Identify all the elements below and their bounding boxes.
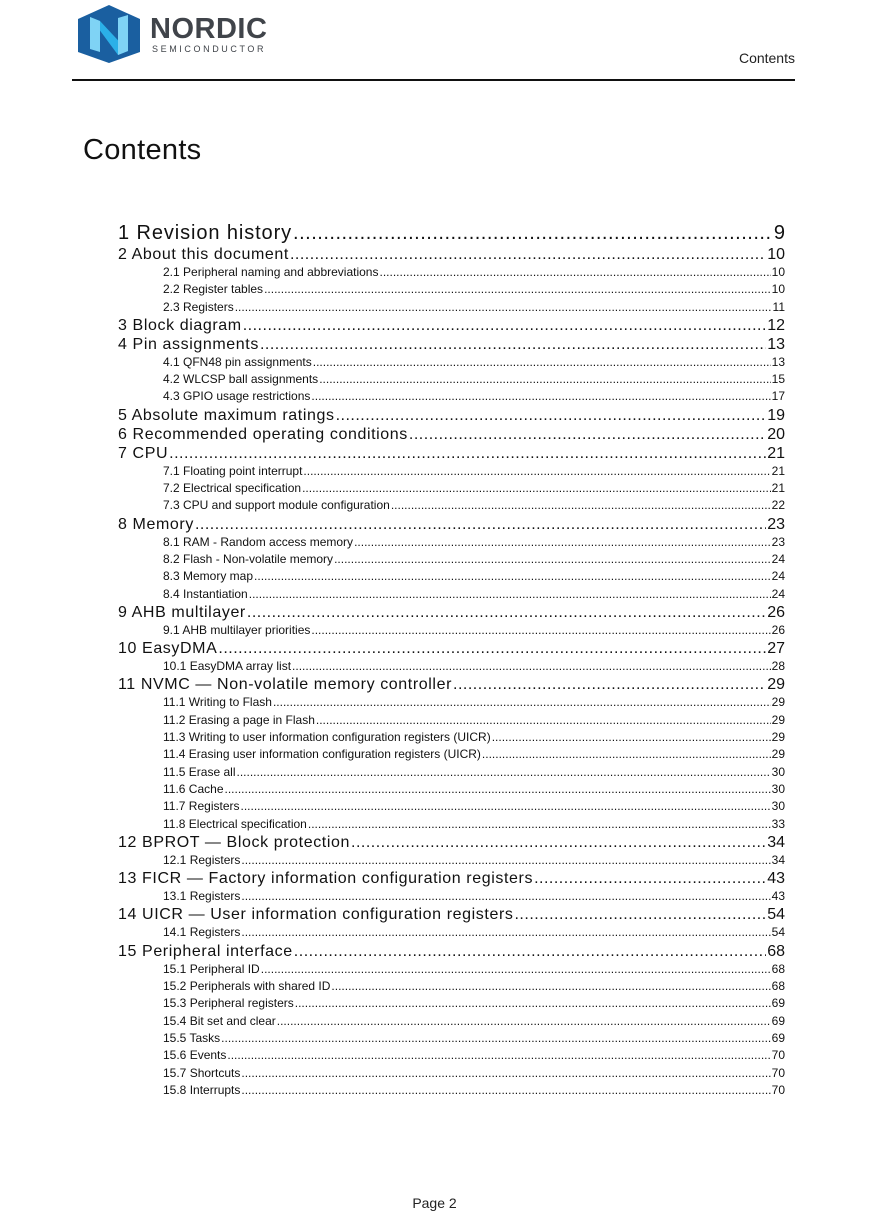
toc-entry-label: 8 Memory [118, 515, 194, 533]
toc-entry-label: 11.2 Erasing a page in Flash [163, 712, 315, 727]
toc-entry-label: 10 EasyDMA [118, 640, 218, 658]
toc-section-entry[interactable] [118, 730, 785, 747]
toc-entry-page-number: 23 [771, 534, 785, 549]
toc-entry-page-number: 34 [767, 833, 785, 851]
toc-entry-page-number: 29 [771, 730, 785, 745]
toc-section-entry[interactable] [118, 659, 785, 676]
toc-entry-page-number: 24 [771, 551, 785, 566]
toc-entry-label: 15.7 Shortcuts [163, 1065, 241, 1080]
toc-entry-page-number: 11 [772, 299, 785, 314]
toc-dot-leader [195, 516, 766, 534]
toc-entry-page-number: 70 [771, 1082, 785, 1097]
svg-text:NORDIC: NORDIC [150, 13, 268, 45]
toc-entry-page-number: 30 [771, 799, 785, 814]
toc-entry-page-number: 10 [767, 246, 785, 263]
toc-entry-page-number: 29 [771, 712, 785, 727]
toc-entry-page-number: 13 [771, 354, 785, 369]
toc-entry-label: 4.3 GPIO usage restrictions [163, 389, 311, 404]
toc-dot-leader [334, 552, 771, 566]
toc-entry-label: 4 Pin assignments [118, 335, 259, 353]
toc-entry-page-number: 29 [767, 676, 785, 694]
toc-entry-page-number: 70 [771, 1048, 785, 1063]
toc-dot-leader [492, 730, 771, 744]
toc-section-entry[interactable] [118, 464, 785, 481]
toc-entry-page-number: 10 [771, 265, 785, 279]
toc-section-entry[interactable] [118, 265, 785, 282]
toc-entry-label: 8.4 Instantiation [163, 586, 248, 601]
toc-entry-page-number: 17 [771, 389, 785, 404]
toc-chapter-entry[interactable] [118, 407, 785, 426]
toc-entry-label: 11.7 Registers [163, 799, 240, 814]
toc-entry-label: 15.1 Peripheral ID [163, 961, 260, 976]
toc-chapter-entry[interactable] [118, 516, 785, 535]
toc-chapter-entry[interactable] [118, 445, 785, 464]
toc-dot-leader [235, 300, 772, 314]
toc-dot-leader [264, 282, 771, 296]
toc-section-entry[interactable] [118, 1083, 785, 1100]
toc-dot-leader [254, 569, 771, 583]
toc-entry-label: 10.1 EasyDMA array list [163, 659, 292, 674]
toc-chapter-entry[interactable] [118, 604, 785, 623]
toc-entry-page-number: 22 [771, 498, 785, 513]
toc-entry-page-number: 13 [767, 335, 785, 353]
toc-dot-leader [303, 464, 770, 478]
toc-section-entry[interactable] [118, 782, 785, 799]
toc-dot-leader [453, 676, 766, 694]
toc-dot-leader [241, 1083, 770, 1097]
toc-dot-leader [247, 604, 766, 622]
toc-entry-page-number: 69 [771, 996, 785, 1011]
toc-dot-leader [379, 265, 770, 279]
toc-dot-leader [294, 943, 766, 961]
toc-section-entry[interactable] [118, 853, 785, 870]
svg-text:SEMICONDUCTOR: SEMICONDUCTOR [152, 44, 267, 54]
toc-entry-label: 11 NVMC — Non-volatile memory controller [118, 676, 453, 694]
toc-chapter-entry[interactable] [118, 336, 785, 355]
toc-dot-leader [311, 623, 770, 637]
toc-dot-leader [514, 906, 766, 924]
toc-dot-leader [249, 587, 771, 601]
toc-entry-label: 11.8 Electrical specification [163, 816, 307, 831]
toc-dot-leader [311, 389, 770, 403]
toc-entry-label: 11.5 Erase all [163, 764, 236, 779]
toc-dot-leader [308, 817, 771, 831]
toc-entry-label: 2.2 Register tables [163, 282, 264, 297]
toc-section-entry[interactable] [118, 1031, 785, 1048]
toc-entry-page-number: 26 [771, 622, 785, 637]
toc-section-entry[interactable] [118, 713, 785, 730]
toc-entry-page-number: 54 [767, 906, 785, 924]
toc-entry-label: 15.2 Peripherals with shared ID [163, 979, 331, 994]
toc-dot-leader [241, 889, 770, 903]
toc-dot-leader [354, 535, 771, 549]
toc-entry-label: 7.2 Electrical specification [163, 481, 302, 496]
toc-entry-page-number: 30 [771, 781, 785, 796]
toc-entry-label: 2 About this document [118, 246, 289, 263]
toc-section-entry[interactable] [118, 481, 785, 498]
toc-chapter-entry[interactable] [118, 426, 785, 445]
toc-section-entry[interactable] [118, 962, 785, 979]
toc-section-entry[interactable] [118, 1048, 785, 1065]
toc-section-entry[interactable] [118, 535, 785, 552]
toc-dot-leader [240, 799, 770, 813]
toc-dot-leader [273, 695, 771, 709]
toc-dot-leader [218, 640, 766, 658]
toc-dot-leader [302, 481, 771, 495]
toc-entry-label: 11.6 Cache [163, 781, 224, 796]
toc-chapter-entry[interactable] [118, 943, 785, 962]
toc-section-entry[interactable] [118, 747, 785, 764]
toc-dot-leader [319, 372, 770, 386]
toc-entry-label: 15.6 Events [163, 1048, 227, 1063]
toc-entry-label: 2.3 Registers [163, 299, 234, 314]
toc-section-entry[interactable] [118, 979, 785, 996]
toc-entry-page-number: 20 [767, 425, 785, 443]
toc-entry-label: 4.1 QFN48 pin assignments [163, 354, 312, 369]
page-title: Contents [83, 134, 202, 166]
toc-entry-page-number: 23 [767, 515, 785, 533]
toc-entry-label: 13.1 Registers [163, 889, 241, 904]
toc-section-entry[interactable] [118, 300, 785, 317]
toc-dot-leader [241, 1066, 770, 1080]
toc-dot-leader [237, 765, 771, 779]
toc-dot-leader [261, 962, 771, 976]
toc-chapter-entry[interactable] [118, 906, 785, 925]
toc-dot-leader [295, 996, 771, 1010]
toc-entry-label: 1 Revision history [118, 222, 293, 244]
toc-chapter-entry[interactable] [118, 834, 785, 853]
toc-entry-label: 9.1 AHB multilayer priorities [163, 622, 311, 637]
toc-entry-page-number: 54 [771, 925, 785, 940]
toc-entry-label: 7 CPU [118, 444, 169, 462]
toc-entry-page-number: 21 [767, 444, 785, 462]
toc-dot-leader [316, 713, 771, 727]
toc-dot-leader [534, 870, 766, 888]
toc-dot-leader [277, 1014, 771, 1028]
table-of-contents [118, 222, 785, 1100]
toc-entry-label: 13 FICR — Factory information configuration registers [118, 870, 534, 888]
toc-entry-page-number: 12 [767, 316, 785, 334]
toc-entry-page-number: 43 [771, 889, 785, 904]
toc-dot-leader [290, 246, 766, 264]
toc-entry-label: 3 Block diagram [118, 316, 242, 334]
toc-entry-label: 8.2 Flash - Non-volatile memory [163, 551, 334, 566]
toc-dot-leader [241, 853, 770, 867]
toc-dot-leader [391, 498, 771, 512]
nordic-semiconductor-logo [76, 5, 276, 63]
toc-entry-label: 9 AHB multilayer [118, 603, 246, 621]
toc-section-entry[interactable] [118, 587, 785, 604]
toc-section-entry[interactable] [118, 552, 785, 569]
toc-section-entry[interactable] [118, 695, 785, 712]
toc-section-entry[interactable] [118, 889, 785, 906]
page-number: Page 2 [412, 1195, 457, 1211]
header-section-label: Contents [738, 50, 795, 66]
toc-section-entry[interactable] [118, 623, 785, 640]
toc-entry-label: 8.3 Memory map [163, 569, 254, 584]
toc-entry-label: 15.5 Tasks [163, 1030, 221, 1045]
toc-section-entry[interactable] [118, 925, 785, 942]
toc-entry-label: 12.1 Registers [163, 852, 241, 867]
toc-dot-leader [227, 1048, 770, 1062]
toc-entry-page-number: 27 [767, 640, 785, 658]
nordic-logo-icon [76, 5, 276, 63]
toc-entry-page-number: 24 [771, 569, 785, 584]
toc-entry-page-number: 26 [767, 603, 785, 621]
toc-entry-page-number: 24 [771, 586, 785, 601]
toc-dot-leader [336, 407, 767, 425]
toc-entry-page-number: 68 [771, 961, 785, 976]
toc-entry-page-number: 68 [771, 979, 785, 994]
toc-entry-page-number: 15 [771, 372, 785, 387]
toc-entry-page-number: 29 [771, 747, 785, 762]
toc-section-entry[interactable] [118, 498, 785, 515]
toc-section-entry[interactable] [118, 282, 785, 299]
toc-entry-page-number: 69 [771, 1030, 785, 1045]
toc-entry-page-number: 29 [771, 695, 785, 710]
toc-entry-label: 2.1 Peripheral naming and abbreviations [163, 265, 379, 279]
toc-section-entry[interactable] [118, 355, 785, 372]
toc-entry-label: 15.8 Interrupts [163, 1082, 241, 1097]
toc-section-entry[interactable] [118, 817, 785, 834]
toc-entry-label: 15 Peripheral interface [118, 942, 293, 960]
toc-entry-label: 4.2 WLCSP ball assignments [163, 372, 319, 387]
toc-dot-leader [409, 426, 766, 444]
toc-entry-label: 11.4 Erasing user information configuration registers (UICR) [163, 747, 481, 762]
toc-chapter-entry[interactable] [118, 870, 785, 889]
toc-chapter-entry[interactable] [118, 676, 785, 695]
toc-entry-page-number: 30 [771, 764, 785, 779]
toc-entry-page-number: 33 [771, 816, 785, 831]
toc-entry-page-number: 43 [767, 870, 785, 888]
toc-section-entry[interactable] [118, 996, 785, 1013]
toc-entry-label: 12 BPROT — Block protection [118, 833, 350, 851]
header-divider [72, 79, 795, 81]
toc-chapter-entry[interactable] [118, 640, 785, 659]
toc-entry-label: 8.1 RAM - Random access memory [163, 534, 354, 549]
toc-dot-leader [292, 659, 771, 673]
toc-entry-label: 6 Recommended operating conditions [118, 425, 408, 443]
toc-entry-page-number: 69 [771, 1013, 785, 1028]
toc-section-entry[interactable] [118, 389, 785, 406]
toc-entry-label: 5 Absolute maximum ratings [118, 406, 335, 424]
toc-chapter-entry[interactable] [118, 317, 785, 336]
toc-section-entry[interactable] [118, 569, 785, 586]
toc-entry-page-number: 34 [771, 852, 785, 867]
toc-entry-label: 11.3 Writing to user information configuration registers (UICR) [163, 730, 491, 745]
toc-dot-leader [331, 979, 770, 993]
toc-section-entry[interactable] [118, 799, 785, 816]
toc-dot-leader [241, 925, 770, 939]
toc-dot-leader [225, 782, 771, 796]
toc-section-entry[interactable] [118, 765, 785, 782]
toc-dot-leader [313, 355, 771, 369]
toc-entry-page-number: 21 [771, 481, 785, 496]
toc-entry-label: 11.1 Writing to Flash [163, 695, 272, 710]
toc-dot-leader [243, 317, 766, 335]
toc-dot-leader [351, 834, 766, 852]
toc-dot-leader [260, 336, 766, 354]
toc-entry-label: 14.1 Registers [163, 925, 241, 940]
toc-entry-label: 15.4 Bit set and clear [163, 1013, 276, 1028]
toc-section-entry[interactable] [118, 1066, 785, 1083]
toc-entry-page-number: 10 [771, 282, 785, 297]
toc-entry-label: 7.3 CPU and support module configuration [163, 498, 390, 513]
toc-entry-label: 14 UICR — User information configuration registers [118, 906, 514, 924]
toc-entry-page-number: 28 [771, 659, 785, 674]
toc-chapter-entry[interactable] [118, 246, 785, 265]
toc-dot-leader [293, 222, 773, 245]
toc-entry-page-number: 19 [767, 406, 785, 424]
toc-entry-page-number: 68 [767, 942, 785, 960]
toc-dot-leader [482, 747, 771, 761]
toc-dot-leader [221, 1031, 770, 1045]
toc-entry-page-number: 21 [771, 463, 785, 478]
toc-entry-page-number: 9 [773, 222, 785, 244]
toc-entry-label: 15.3 Peripheral registers [163, 996, 294, 1011]
toc-entry-page-number: 70 [771, 1065, 785, 1080]
toc-entry-label: 7.1 Floating point interrupt [163, 463, 303, 478]
toc-section-entry[interactable] [118, 372, 785, 389]
toc-chapter-entry[interactable] [118, 222, 785, 246]
toc-dot-leader [169, 445, 766, 463]
toc-section-entry[interactable] [118, 1014, 785, 1031]
